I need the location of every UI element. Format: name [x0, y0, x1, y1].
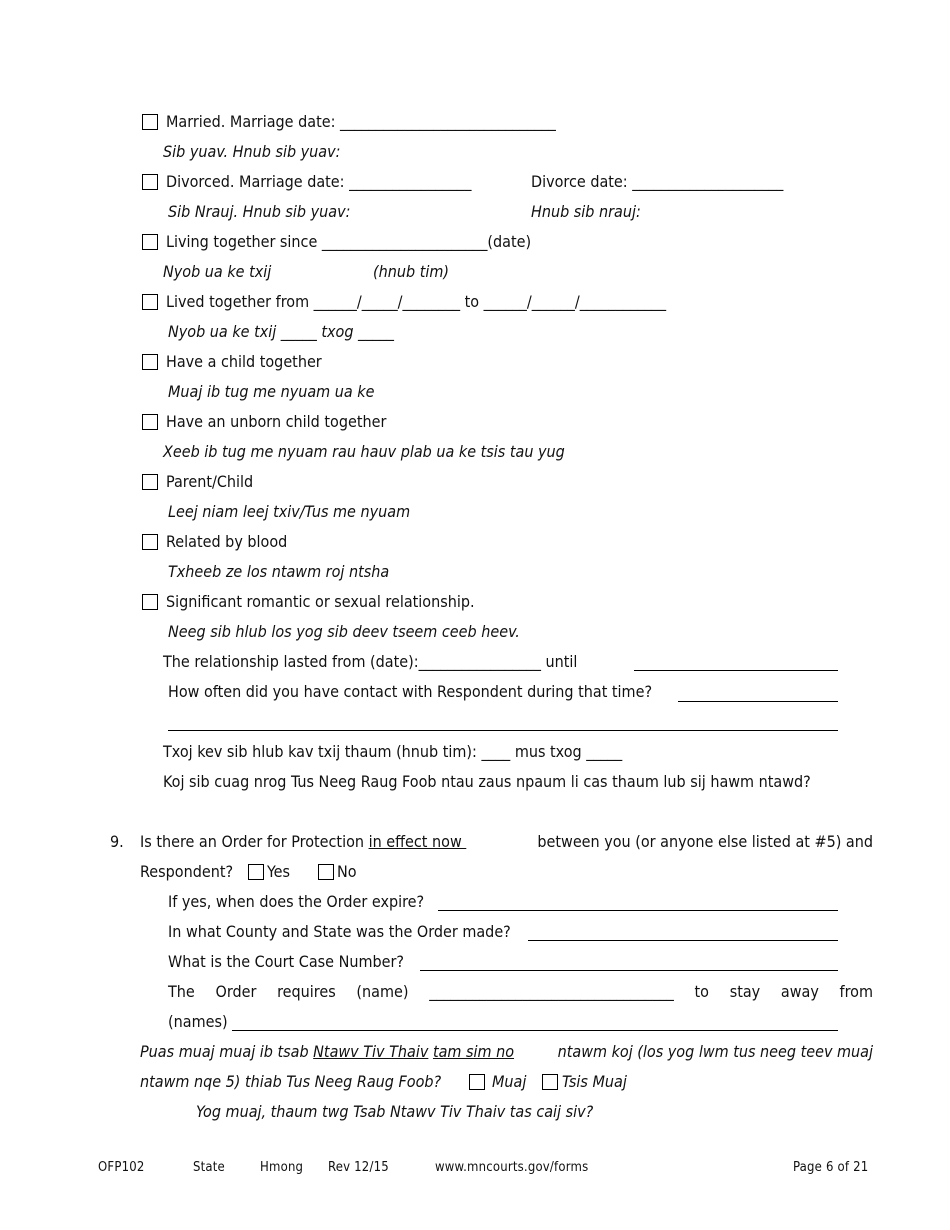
hmong-no-checkbox[interactable] [542, 1074, 558, 1090]
footer-page-number: Page 6 of 21 [793, 1160, 869, 1175]
question-9-text-before: Is there an Order for Protection [140, 832, 369, 851]
contact-question-translation: Koj sib cuag nrog Tus Neeg Raug Foob ntau zaus npaum li cas thaum lub sij hawm ntawd? [163, 772, 811, 791]
order-yes-label: Yes [267, 862, 291, 881]
divorced-translation: Sib Nrauj. Hnub sib yuav: [168, 202, 351, 221]
contact-answer-field[interactable] [678, 701, 838, 702]
hmong-q9-underlined-1: Ntawv Tiv Thaiv [313, 1042, 429, 1061]
footer-revision: Rev 12/15 [328, 1160, 389, 1175]
order-no-label: No [337, 862, 357, 881]
parent-child-label: Parent/Child [166, 472, 254, 491]
divorced-checkbox[interactable] [142, 174, 158, 190]
child-together-checkbox[interactable] [142, 354, 158, 370]
county-state-field[interactable] [528, 940, 838, 941]
romantic-checkbox[interactable] [142, 594, 158, 610]
order-no-checkbox[interactable] [318, 864, 334, 880]
order-expire-label: If yes, when does the Order expire? [168, 892, 425, 911]
related-blood-translation: Txheeb ze los ntawm roj ntsha [168, 562, 390, 581]
related-blood-label: Related by blood [166, 532, 288, 551]
relationship-lasted-translation: Txoj kev sib hlub kav txij thaum (hnub tim): ____ mus txog _____ [163, 742, 623, 761]
child-together-translation: Muaj ib tug me nyuam ua ke [168, 382, 375, 401]
question-9-hmong-line1 [140, 1042, 873, 1062]
order-expire-field[interactable] [438, 910, 838, 911]
question-9-text-underlined: in effect now [368, 832, 467, 851]
hmong-yes-checkbox[interactable] [469, 1074, 485, 1090]
question-9-line1 [140, 832, 873, 852]
related-blood-checkbox[interactable] [142, 534, 158, 550]
footer-state: State [193, 1160, 225, 1175]
footer-form-id: OFP102 [98, 1160, 145, 1175]
order-requires-label: The Order requires (name) __________________________________ to stay away from [168, 982, 873, 1001]
question-9-hmong-line2: ntawm nqe 5) thiab Tus Neeg Raug Foob? [140, 1072, 442, 1091]
married-checkbox[interactable] [142, 114, 158, 130]
names-label: (names) [168, 1012, 228, 1031]
hmong-expire-question: Yog muaj, thaum twg Tsab Ntawv Tiv Thaiv tas caij siv? [196, 1102, 594, 1121]
case-number-field[interactable] [420, 970, 838, 971]
order-yes-checkbox[interactable] [248, 864, 264, 880]
divorce-date-translation: Hnub sib nrauj: [531, 202, 641, 221]
hmong-yes-label: Muaj [492, 1072, 527, 1091]
names-field[interactable] [232, 1030, 838, 1031]
married-translation: Sib yuav. Hnub sib yuav: [163, 142, 341, 161]
footer-url: www.mncourts.gov/forms [435, 1160, 589, 1175]
romantic-translation: Neeg sib hlub los yog sib deev tseem ceeb heev. [168, 622, 520, 641]
order-requires-line [168, 982, 873, 1002]
lived-together-label: Lived together from ______/_____/________ to ______/______/____________ [166, 292, 667, 311]
parent-child-checkbox[interactable] [142, 474, 158, 490]
divorce-date-label: Divorce date: _____________________ [531, 172, 784, 191]
relationship-until-field[interactable] [634, 670, 838, 671]
contact-question-label: How often did you have contact with Respondent during that time? [168, 682, 653, 701]
hmong-q9-part1: Puas muaj muaj ib tsab [140, 1042, 314, 1061]
relationship-lasted-label: The relationship lasted from (date):_________________ until [163, 652, 578, 671]
question-9-number: 9. [110, 832, 124, 851]
romantic-label: Significant romantic or sexual relationship. [166, 592, 475, 611]
living-together-checkbox[interactable] [142, 234, 158, 250]
living-together-translation: Nyob ua ke txij [163, 262, 272, 281]
footer-language: Hmong [260, 1160, 304, 1175]
hmong-q9-underlined-2: tam sim no [432, 1042, 515, 1061]
living-together-date-translation: (hnub tim) [373, 262, 449, 281]
child-together-label: Have a child together [166, 352, 322, 371]
lived-together-checkbox[interactable] [142, 294, 158, 310]
living-together-label: Living together since _______________________(date) [166, 232, 532, 251]
lived-together-translation: Nyob ua ke txij _____ txog _____ [168, 322, 394, 341]
contact-answer-field-line2[interactable] [168, 730, 838, 731]
county-state-label: In what County and State was the Order made? [168, 922, 511, 941]
question-9-text-after: between you (or anyone else listed at #5) and [537, 832, 873, 851]
divorced-label: Divorced. Marriage date: _________________ [166, 172, 472, 191]
case-number-label: What is the Court Case Number? [168, 952, 405, 971]
unborn-child-label: Have an unborn child together [166, 412, 387, 431]
hmong-q9-part3: ntawm koj (los yog lwm tus neeg teev muaj [553, 1042, 873, 1061]
unborn-child-checkbox[interactable] [142, 414, 158, 430]
question-9-respondent: Respondent? [140, 862, 234, 881]
married-label: Married. Marriage date: ______________________________ [166, 112, 556, 131]
parent-child-translation: Leej niam leej txiv/Tus me nyuam [168, 502, 411, 521]
unborn-child-translation: Xeeb ib tug me nyuam rau hauv plab ua ke tsis tau yug [163, 442, 565, 461]
hmong-no-label: Tsis Muaj [562, 1072, 627, 1091]
